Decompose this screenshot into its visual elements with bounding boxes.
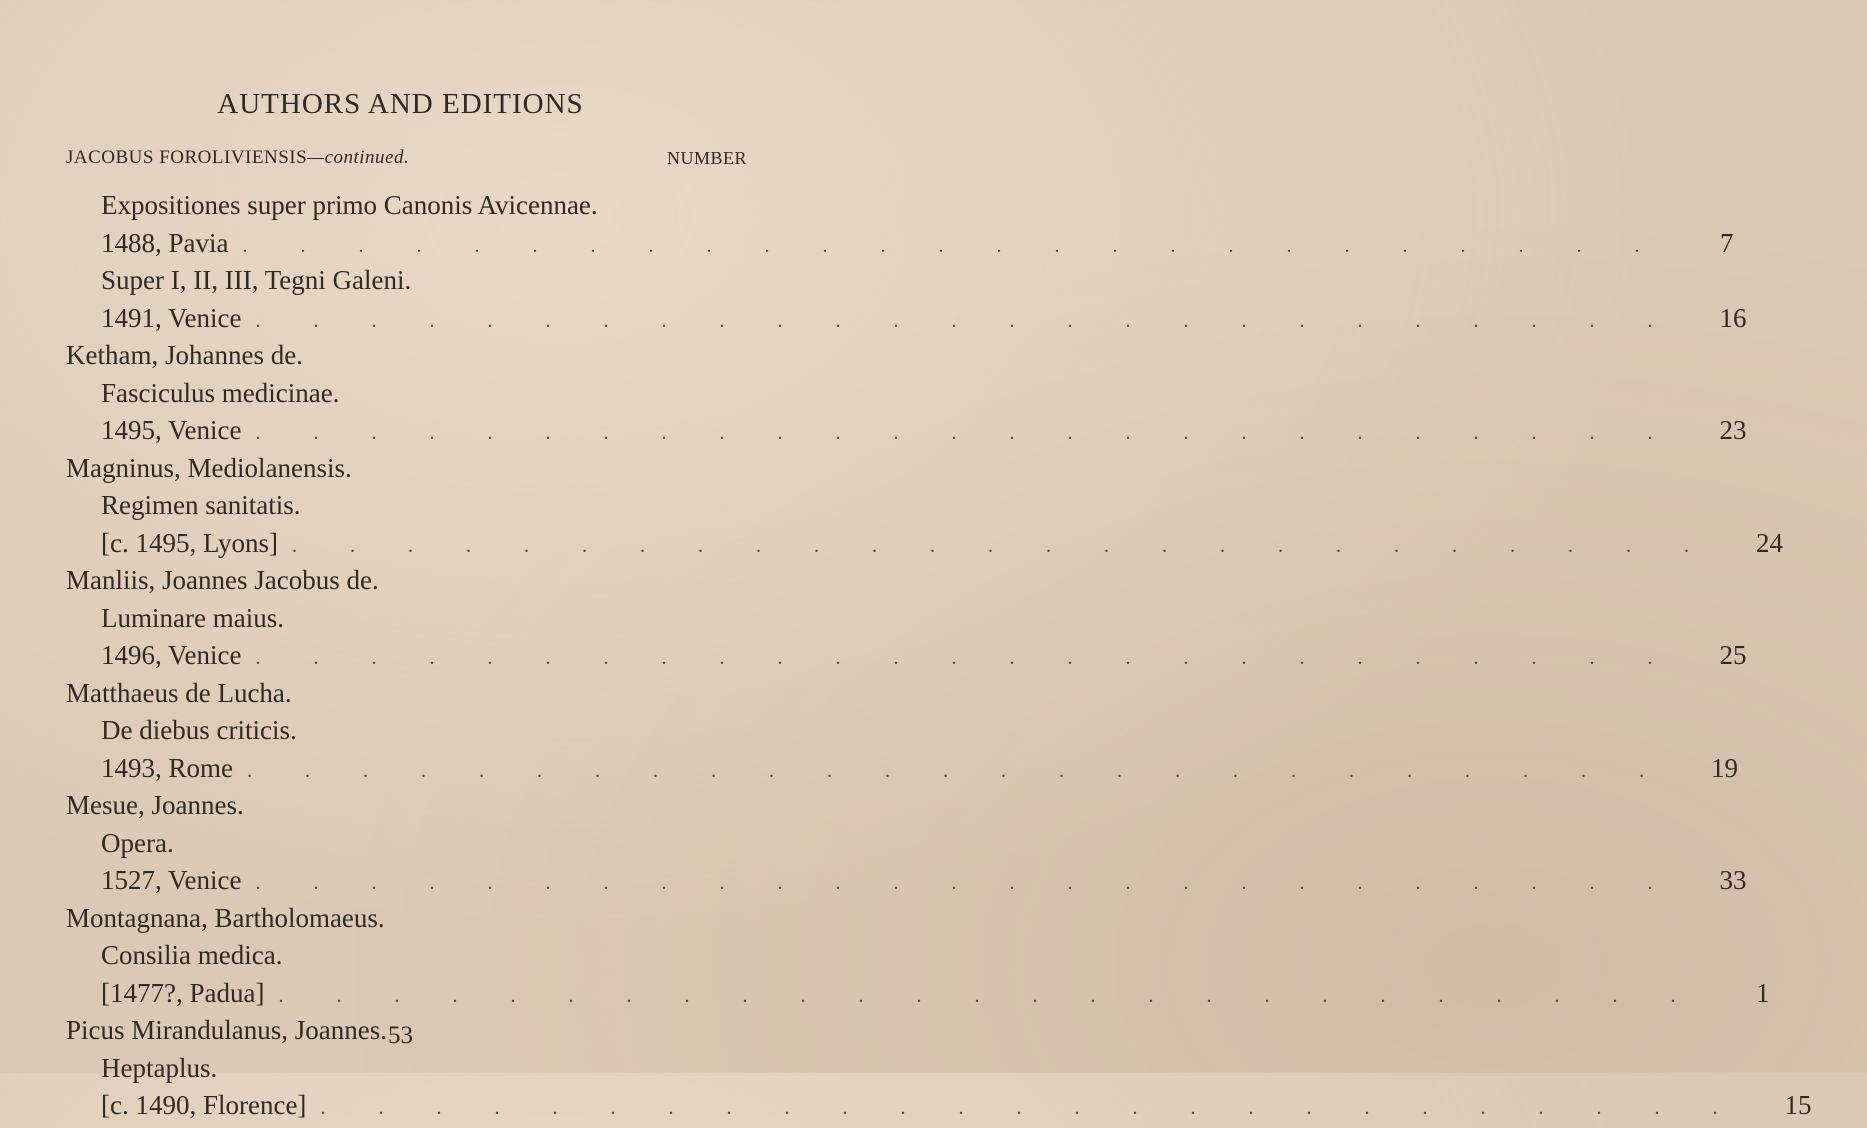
- author-name: Magninus, Mediolanensis.: [66, 452, 352, 483]
- work-title: Fasciculus medicinae.: [101, 377, 340, 408]
- edition-number: 19: [1711, 752, 1738, 783]
- edition-imprint: 1495, Venice: [101, 415, 242, 445]
- work-title: Consilia medica.: [101, 940, 283, 970]
- edition-line: [0, 637, 1747, 675]
- author-name: Mesue, Joannes.: [66, 790, 244, 820]
- edition-number: 16: [1719, 302, 1747, 333]
- section-heading: [66, 147, 409, 169]
- dot-leader: . . . . . . . . . . . . . . . . . . . . . . . . .: [291, 534, 1713, 557]
- edition-line: [0, 300, 1747, 338]
- dot-leader: . . . . . . . . . . . . . . . . . . . . . . . . .: [255, 422, 1677, 444]
- edition-number: 15: [1784, 1090, 1812, 1120]
- edition-imprint: 1488, Pavia: [101, 227, 229, 258]
- edition-imprint: [1477?, Padua]: [101, 977, 265, 1008]
- edition-imprint: 1496, Venice: [101, 640, 242, 670]
- edition-line: [0, 225, 1734, 263]
- work-title: Opera.: [101, 827, 174, 858]
- dot-leader: . . . . . . . . . . . . . . . . . . . . . . . . .: [320, 1097, 1742, 1119]
- running-head: AUTHORS AND EDITIONS: [217, 88, 584, 120]
- edition-line: [0, 525, 1783, 563]
- work-title: Expositiones super primo Canonis Avicennae.: [101, 190, 598, 220]
- edition-imprint: 1493, Rome: [101, 752, 233, 783]
- edition-number: 7: [1720, 227, 1734, 258]
- dot-leader: . . . . . . . . . . . . . . . . . . . . . . . . .: [247, 759, 1668, 782]
- edition-imprint: 1527, Venice: [101, 865, 242, 895]
- author-name: Montagnana, Bartholomaeus.: [66, 902, 385, 933]
- dot-leader: . . . . . . . . . . . . . . . . . . . . . . . . .: [278, 984, 1700, 1007]
- edition-line: [0, 412, 1747, 450]
- dot-leader: . . . . . . . . . . . . . . . . . . . . . . . . .: [255, 309, 1677, 332]
- edition-number: 1: [1755, 977, 1770, 1008]
- edition-imprint: [c. 1495, Lyons]: [101, 527, 278, 558]
- dot-leader: . . . . . . . . . . . . . . . . . . . . . . . . .: [255, 647, 1677, 669]
- work-title: De diebus criticis.: [101, 715, 297, 745]
- number-column-heading: NUMBER: [666, 148, 747, 168]
- edition-line: [0, 1087, 1812, 1125]
- dot-leader: . . . . . . . . . . . . . . . . . . . . . . . . .: [242, 234, 1664, 257]
- author-name: Manliis, Joannes Jacobus de.: [66, 565, 379, 595]
- edition-line: [0, 750, 1738, 788]
- page-number: 53: [388, 1022, 413, 1049]
- edition-imprint: 1491, Venice: [101, 302, 242, 333]
- entry-list: [0, 187, 1812, 1125]
- section-heading-continued: —continued.: [307, 147, 410, 168]
- edition-number: 33: [1719, 865, 1747, 895]
- edition-line: [0, 862, 1747, 900]
- edition-number: 24: [1755, 527, 1783, 558]
- edition-line: [0, 975, 1770, 1013]
- work-title: Heptaplus.: [101, 1052, 218, 1083]
- edition-number: 25: [1719, 640, 1747, 670]
- author-name: Matthaeus de Lucha.: [66, 677, 292, 708]
- work-title: Regimen sanitatis.: [101, 490, 301, 520]
- edition-imprint: [c. 1490, Florence]: [101, 1090, 307, 1120]
- edition-number: 23: [1719, 415, 1747, 445]
- dot-leader: . . . . . . . . . . . . . . . . . . . . . . . . .: [255, 872, 1677, 894]
- section-heading-name: JACOBUS FOROLIVIENSIS: [66, 147, 308, 168]
- author-name: Ketham, Johannes de.: [66, 340, 303, 370]
- author-name: Picus Mirandulanus, Joannes.: [66, 1015, 387, 1045]
- work-title: Luminare maius.: [101, 602, 284, 633]
- work-title: Super I, II, III, Tegni Galeni.: [101, 265, 412, 295]
